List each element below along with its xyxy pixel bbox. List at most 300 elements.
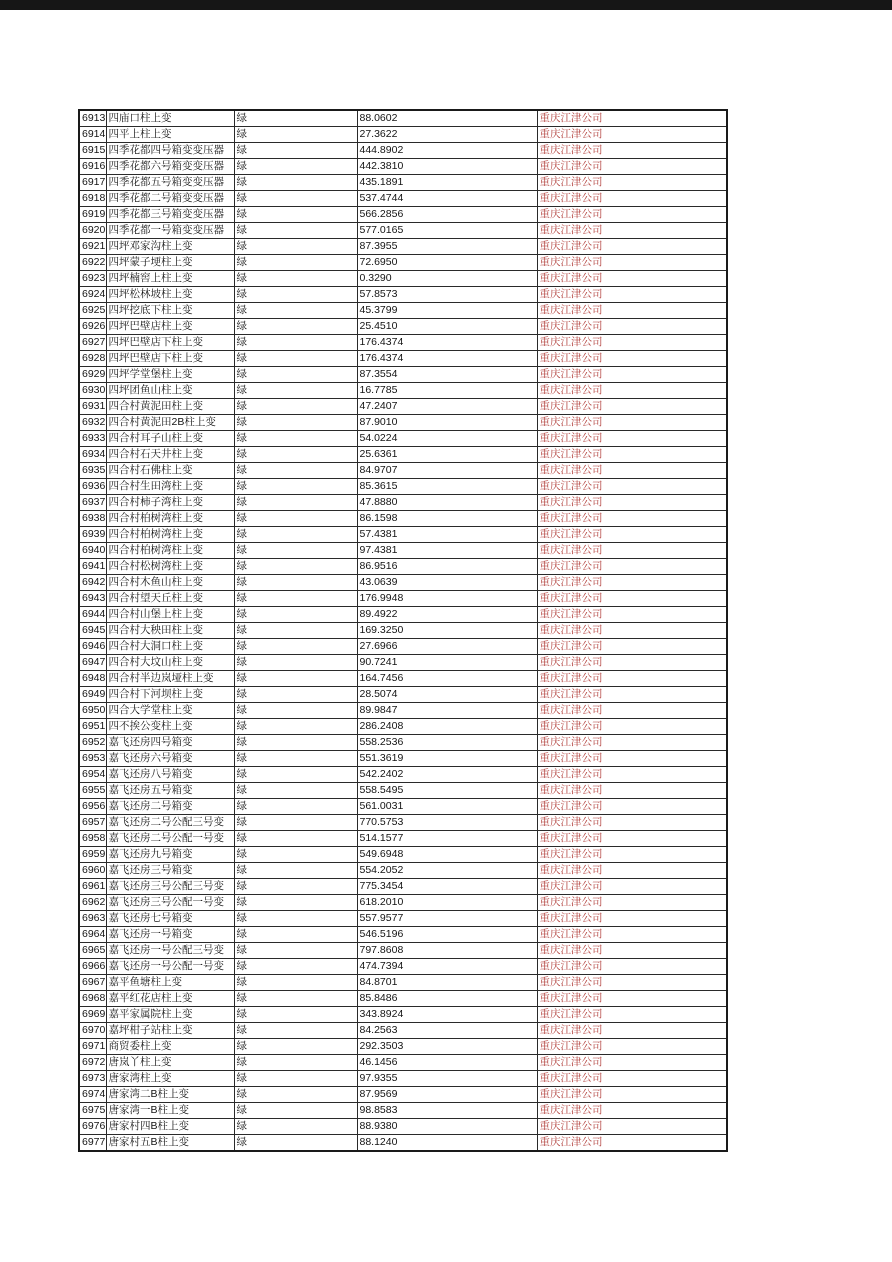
cell-company: 重庆江津公司 (537, 207, 727, 223)
cell-name: 嘉飞还房九号箱变 (106, 847, 234, 863)
cell-company: 重庆江津公司 (537, 319, 727, 335)
cell-value: 88.0602 (357, 110, 537, 127)
cell-value: 87.3955 (357, 239, 537, 255)
table-row (79, 1135, 727, 1152)
cell-company: 重庆江津公司 (537, 495, 727, 511)
cell-company: 重庆江津公司 (537, 1135, 727, 1152)
cell-company: 重庆江津公司 (537, 1087, 727, 1103)
table-row (79, 959, 727, 975)
cell-status: 绿 (234, 1023, 357, 1039)
table-row (79, 223, 727, 239)
table-row (79, 1103, 727, 1119)
cell-value: 292.3503 (357, 1039, 537, 1055)
cell-id: 6971 (79, 1039, 106, 1055)
cell-name: 嘉飞还房四号箱变 (106, 735, 234, 751)
cell-name: 唐家村五B柱上变 (106, 1135, 234, 1152)
table-row (79, 591, 727, 607)
cell-name: 嘉坪柑子站柱上变 (106, 1023, 234, 1039)
cell-id: 6953 (79, 751, 106, 767)
cell-status: 绿 (234, 255, 357, 271)
cell-name: 四合村柏树湾柱上变 (106, 527, 234, 543)
table-row (79, 927, 727, 943)
table-row (79, 1071, 727, 1087)
table-row (79, 719, 727, 735)
cell-name: 四合村柿子湾柱上变 (106, 495, 234, 511)
cell-value: 558.5495 (357, 783, 537, 799)
table-row (79, 527, 727, 543)
cell-value: 176.4374 (357, 335, 537, 351)
cell-id: 6943 (79, 591, 106, 607)
cell-name: 嘉飞还房三号箱变 (106, 863, 234, 879)
cell-value: 0.3290 (357, 271, 537, 287)
cell-status: 绿 (234, 623, 357, 639)
table-row (79, 255, 727, 271)
cell-status: 绿 (234, 847, 357, 863)
cell-value: 561.0031 (357, 799, 537, 815)
cell-id: 6962 (79, 895, 106, 911)
cell-id: 6946 (79, 639, 106, 655)
cell-name: 四季花都四号箱变变压器 (106, 143, 234, 159)
cell-id: 6976 (79, 1119, 106, 1135)
cell-value: 85.3615 (357, 479, 537, 495)
cell-id: 6966 (79, 959, 106, 975)
cell-status: 绿 (234, 479, 357, 495)
cell-company: 重庆江津公司 (537, 863, 727, 879)
cell-id: 6930 (79, 383, 106, 399)
cell-id: 6920 (79, 223, 106, 239)
cell-name: 四季花都二号箱变变压器 (106, 191, 234, 207)
cell-name: 四坪蒙子埂柱上变 (106, 255, 234, 271)
table-row (79, 991, 727, 1007)
cell-company: 重庆江津公司 (537, 271, 727, 287)
cell-status: 绿 (234, 271, 357, 287)
cell-value: 169.3250 (357, 623, 537, 639)
cell-status: 绿 (234, 895, 357, 911)
cell-name: 嘉飞还房三号公配一号变 (106, 895, 234, 911)
cell-id: 6915 (79, 143, 106, 159)
cell-value: 97.9355 (357, 1071, 537, 1087)
table-row (79, 559, 727, 575)
cell-value: 85.8486 (357, 991, 537, 1007)
cell-name: 四合村黄泥田2B柱上变 (106, 415, 234, 431)
cell-name: 嘉飞还房一号箱变 (106, 927, 234, 943)
cell-value: 474.7394 (357, 959, 537, 975)
cell-company: 重庆江津公司 (537, 783, 727, 799)
table-row (79, 831, 727, 847)
cell-value: 86.1598 (357, 511, 537, 527)
cell-status: 绿 (234, 991, 357, 1007)
cell-name: 四季花都三号箱变变压器 (106, 207, 234, 223)
cell-name: 嘉飞还房一号公配一号变 (106, 959, 234, 975)
cell-id: 6951 (79, 719, 106, 735)
cell-value: 514.1577 (357, 831, 537, 847)
cell-status: 绿 (234, 207, 357, 223)
cell-company: 重庆江津公司 (537, 351, 727, 367)
cell-status: 绿 (234, 751, 357, 767)
cell-status: 绿 (234, 351, 357, 367)
table-row (79, 127, 727, 143)
table-row (79, 479, 727, 495)
cell-company: 重庆江津公司 (537, 719, 727, 735)
table-row (79, 975, 727, 991)
cell-value: 57.8573 (357, 287, 537, 303)
cell-company: 重庆江津公司 (537, 127, 727, 143)
cell-company: 重庆江津公司 (537, 255, 727, 271)
cell-value: 89.4922 (357, 607, 537, 623)
cell-value: 28.5074 (357, 687, 537, 703)
cell-value: 87.3554 (357, 367, 537, 383)
table-row (79, 159, 727, 175)
data-table (78, 109, 728, 1152)
cell-value: 549.6948 (357, 847, 537, 863)
cell-name: 四合村木鱼山柱上变 (106, 575, 234, 591)
cell-status: 绿 (234, 815, 357, 831)
cell-name: 四合村耳子山柱上变 (106, 431, 234, 447)
cell-company: 重庆江津公司 (537, 815, 727, 831)
cell-id: 6944 (79, 607, 106, 623)
cell-id: 6924 (79, 287, 106, 303)
cell-value: 554.2052 (357, 863, 537, 879)
cell-id: 6956 (79, 799, 106, 815)
table-row (79, 367, 727, 383)
table-body (79, 110, 727, 1151)
cell-name: 唐家湾一B柱上变 (106, 1103, 234, 1119)
cell-value: 558.2536 (357, 735, 537, 751)
cell-company: 重庆江津公司 (537, 767, 727, 783)
cell-id: 6974 (79, 1087, 106, 1103)
cell-company: 重庆江津公司 (537, 559, 727, 575)
cell-id: 6942 (79, 575, 106, 591)
cell-status: 绿 (234, 943, 357, 959)
cell-company: 重庆江津公司 (537, 927, 727, 943)
cell-status: 绿 (234, 1103, 357, 1119)
cell-company: 重庆江津公司 (537, 239, 727, 255)
cell-value: 87.9010 (357, 415, 537, 431)
cell-value: 442.3810 (357, 159, 537, 175)
cell-name: 四合村望天丘柱上变 (106, 591, 234, 607)
cell-name: 四坪团鱼山柱上变 (106, 383, 234, 399)
cell-value: 577.0165 (357, 223, 537, 239)
top-black-bar (0, 0, 892, 10)
cell-id: 6927 (79, 335, 106, 351)
table-row (79, 383, 727, 399)
cell-name: 四合村柏树湾柱上变 (106, 543, 234, 559)
table-row (79, 847, 727, 863)
cell-status: 绿 (234, 415, 357, 431)
cell-name: 四不挨公变柱上变 (106, 719, 234, 735)
cell-company: 重庆江津公司 (537, 1023, 727, 1039)
cell-value: 90.7241 (357, 655, 537, 671)
cell-status: 绿 (234, 127, 357, 143)
cell-value: 86.9516 (357, 559, 537, 575)
cell-name: 嘉飞还房七号箱变 (106, 911, 234, 927)
cell-value: 618.2010 (357, 895, 537, 911)
cell-status: 绿 (234, 335, 357, 351)
cell-company: 重庆江津公司 (537, 735, 727, 751)
cell-id: 6923 (79, 271, 106, 287)
cell-value: 27.3622 (357, 127, 537, 143)
cell-company: 重庆江津公司 (537, 1103, 727, 1119)
cell-status: 绿 (234, 239, 357, 255)
cell-value: 45.3799 (357, 303, 537, 319)
table-row (79, 543, 727, 559)
cell-id: 6934 (79, 447, 106, 463)
table-row (79, 671, 727, 687)
cell-company: 重庆江津公司 (537, 943, 727, 959)
cell-id: 6938 (79, 511, 106, 527)
table-row (79, 431, 727, 447)
cell-name: 唐家湾二B柱上变 (106, 1087, 234, 1103)
cell-company: 重庆江津公司 (537, 655, 727, 671)
cell-id: 6916 (79, 159, 106, 175)
cell-company: 重庆江津公司 (537, 399, 727, 415)
cell-value: 84.9707 (357, 463, 537, 479)
cell-value: 25.4510 (357, 319, 537, 335)
cell-status: 绿 (234, 511, 357, 527)
cell-name: 唐岚丫柱上变 (106, 1055, 234, 1071)
cell-value: 435.1891 (357, 175, 537, 191)
cell-name: 四合村黄泥田柱上变 (106, 399, 234, 415)
cell-status: 绿 (234, 831, 357, 847)
cell-status: 绿 (234, 431, 357, 447)
cell-name: 四坪楠窖上柱上变 (106, 271, 234, 287)
cell-company: 重庆江津公司 (537, 110, 727, 127)
cell-company: 重庆江津公司 (537, 223, 727, 239)
cell-value: 444.8902 (357, 143, 537, 159)
cell-name: 四坪松林坡柱上变 (106, 287, 234, 303)
cell-status: 绿 (234, 975, 357, 991)
cell-status: 绿 (234, 639, 357, 655)
cell-name: 四合村石佛柱上变 (106, 463, 234, 479)
cell-id: 6929 (79, 367, 106, 383)
cell-value: 286.2408 (357, 719, 537, 735)
cell-name: 嘉飞还房八号箱变 (106, 767, 234, 783)
cell-status: 绿 (234, 159, 357, 175)
table-row (79, 335, 727, 351)
cell-name: 嘉飞还房二号箱变 (106, 799, 234, 815)
table-row (79, 1055, 727, 1071)
cell-company: 重庆江津公司 (537, 799, 727, 815)
table-row (79, 575, 727, 591)
cell-name: 四坪邓家沟柱上变 (106, 239, 234, 255)
cell-name: 四季花都五号箱变变压器 (106, 175, 234, 191)
table-row (79, 110, 727, 127)
cell-id: 6955 (79, 783, 106, 799)
table-row (79, 687, 727, 703)
cell-status: 绿 (234, 655, 357, 671)
table-row (79, 239, 727, 255)
cell-status: 绿 (234, 1071, 357, 1087)
cell-status: 绿 (234, 767, 357, 783)
cell-name: 四合大学堂柱上变 (106, 703, 234, 719)
cell-id: 6941 (79, 559, 106, 575)
cell-status: 绿 (234, 495, 357, 511)
cell-name: 四坪挖底下柱上变 (106, 303, 234, 319)
cell-id: 6926 (79, 319, 106, 335)
table-row (79, 735, 727, 751)
cell-status: 绿 (234, 719, 357, 735)
cell-status: 绿 (234, 671, 357, 687)
cell-name: 四坪巴壁店下柱上变 (106, 351, 234, 367)
cell-company: 重庆江津公司 (537, 447, 727, 463)
cell-value: 176.9948 (357, 591, 537, 607)
cell-company: 重庆江津公司 (537, 607, 727, 623)
cell-company: 重庆江津公司 (537, 639, 727, 655)
cell-status: 绿 (234, 575, 357, 591)
cell-company: 重庆江津公司 (537, 975, 727, 991)
table-row (79, 783, 727, 799)
cell-company: 重庆江津公司 (537, 623, 727, 639)
cell-id: 6957 (79, 815, 106, 831)
cell-company: 重庆江津公司 (537, 687, 727, 703)
cell-status: 绿 (234, 223, 357, 239)
cell-status: 绿 (234, 1039, 357, 1055)
cell-company: 重庆江津公司 (537, 511, 727, 527)
cell-value: 797.8608 (357, 943, 537, 959)
cell-company: 重庆江津公司 (537, 543, 727, 559)
cell-value: 47.2407 (357, 399, 537, 415)
table-row (79, 303, 727, 319)
cell-id: 6950 (79, 703, 106, 719)
table-row (79, 879, 727, 895)
cell-name: 嘉飞还房一号公配三号变 (106, 943, 234, 959)
cell-id: 6969 (79, 1007, 106, 1023)
cell-name: 四季花都六号箱变变压器 (106, 159, 234, 175)
cell-id: 6917 (79, 175, 106, 191)
cell-status: 绿 (234, 879, 357, 895)
cell-id: 6970 (79, 1023, 106, 1039)
cell-status: 绿 (234, 463, 357, 479)
cell-id: 6945 (79, 623, 106, 639)
cell-id: 6975 (79, 1103, 106, 1119)
cell-status: 绿 (234, 591, 357, 607)
cell-id: 6954 (79, 767, 106, 783)
cell-value: 542.2402 (357, 767, 537, 783)
cell-company: 重庆江津公司 (537, 1119, 727, 1135)
cell-name: 唐家村四B柱上变 (106, 1119, 234, 1135)
cell-id: 6939 (79, 527, 106, 543)
cell-name: 嘉平鱼塘柱上变 (106, 975, 234, 991)
table-row (79, 399, 727, 415)
cell-name: 商贸委柱上变 (106, 1039, 234, 1055)
cell-company: 重庆江津公司 (537, 895, 727, 911)
cell-status: 绿 (234, 799, 357, 815)
table-row (79, 511, 727, 527)
cell-value: 164.7456 (357, 671, 537, 687)
cell-status: 绿 (234, 863, 357, 879)
cell-status: 绿 (234, 367, 357, 383)
cell-name: 嘉飞还房五号箱变 (106, 783, 234, 799)
cell-company: 重庆江津公司 (537, 431, 727, 447)
table-row (79, 863, 727, 879)
cell-company: 重庆江津公司 (537, 415, 727, 431)
table-row (79, 767, 727, 783)
cell-company: 重庆江津公司 (537, 479, 727, 495)
cell-id: 6963 (79, 911, 106, 927)
cell-value: 343.8924 (357, 1007, 537, 1023)
cell-id: 6931 (79, 399, 106, 415)
cell-value: 557.9577 (357, 911, 537, 927)
cell-value: 57.4381 (357, 527, 537, 543)
cell-company: 重庆江津公司 (537, 831, 727, 847)
cell-name: 四合村大坟山柱上变 (106, 655, 234, 671)
cell-value: 88.1240 (357, 1135, 537, 1152)
table-row (79, 943, 727, 959)
cell-company: 重庆江津公司 (537, 575, 727, 591)
cell-company: 重庆江津公司 (537, 703, 727, 719)
cell-status: 绿 (234, 1087, 357, 1103)
table-row (79, 799, 727, 815)
table-row (79, 815, 727, 831)
cell-company: 重庆江津公司 (537, 991, 727, 1007)
cell-id: 6960 (79, 863, 106, 879)
cell-id: 6959 (79, 847, 106, 863)
table-row (79, 463, 727, 479)
cell-status: 绿 (234, 1135, 357, 1152)
cell-id: 6947 (79, 655, 106, 671)
cell-name: 嘉飞还房二号公配一号变 (106, 831, 234, 847)
cell-status: 绿 (234, 319, 357, 335)
cell-value: 27.6966 (357, 639, 537, 655)
cell-id: 6965 (79, 943, 106, 959)
cell-value: 770.5753 (357, 815, 537, 831)
table-row (79, 607, 727, 623)
cell-id: 6914 (79, 127, 106, 143)
cell-name: 四合村大秧田柱上变 (106, 623, 234, 639)
cell-status: 绿 (234, 927, 357, 943)
table-row (79, 495, 727, 511)
cell-value: 546.5196 (357, 927, 537, 943)
cell-company: 重庆江津公司 (537, 847, 727, 863)
cell-value: 566.2856 (357, 207, 537, 223)
cell-value: 97.4381 (357, 543, 537, 559)
table-row (79, 319, 727, 335)
cell-status: 绿 (234, 303, 357, 319)
table-row (79, 895, 727, 911)
cell-value: 43.0639 (357, 575, 537, 591)
cell-company: 重庆江津公司 (537, 367, 727, 383)
cell-company: 重庆江津公司 (537, 879, 727, 895)
cell-company: 重庆江津公司 (537, 751, 727, 767)
table-row (79, 703, 727, 719)
cell-status: 绿 (234, 399, 357, 415)
cell-company: 重庆江津公司 (537, 303, 727, 319)
cell-id: 6919 (79, 207, 106, 223)
cell-status: 绿 (234, 911, 357, 927)
cell-status: 绿 (234, 783, 357, 799)
cell-company: 重庆江津公司 (537, 1071, 727, 1087)
cell-company: 重庆江津公司 (537, 671, 727, 687)
cell-company: 重庆江津公司 (537, 335, 727, 351)
cell-value: 98.8583 (357, 1103, 537, 1119)
cell-id: 6977 (79, 1135, 106, 1152)
cell-value: 84.8701 (357, 975, 537, 991)
cell-name: 四合村柏树湾柱上变 (106, 511, 234, 527)
table-row (79, 447, 727, 463)
cell-name: 四坪巴壁店下柱上变 (106, 335, 234, 351)
cell-name: 四合村大洞口柱上变 (106, 639, 234, 655)
cell-id: 6964 (79, 927, 106, 943)
cell-name: 四平上柱上变 (106, 127, 234, 143)
cell-name: 嘉飞还房三号公配三号变 (106, 879, 234, 895)
table-row (79, 655, 727, 671)
table-row (79, 1087, 727, 1103)
cell-id: 6973 (79, 1071, 106, 1087)
cell-status: 绿 (234, 1119, 357, 1135)
cell-name: 嘉飞还房六号箱变 (106, 751, 234, 767)
cell-company: 重庆江津公司 (537, 911, 727, 927)
table-row (79, 191, 727, 207)
